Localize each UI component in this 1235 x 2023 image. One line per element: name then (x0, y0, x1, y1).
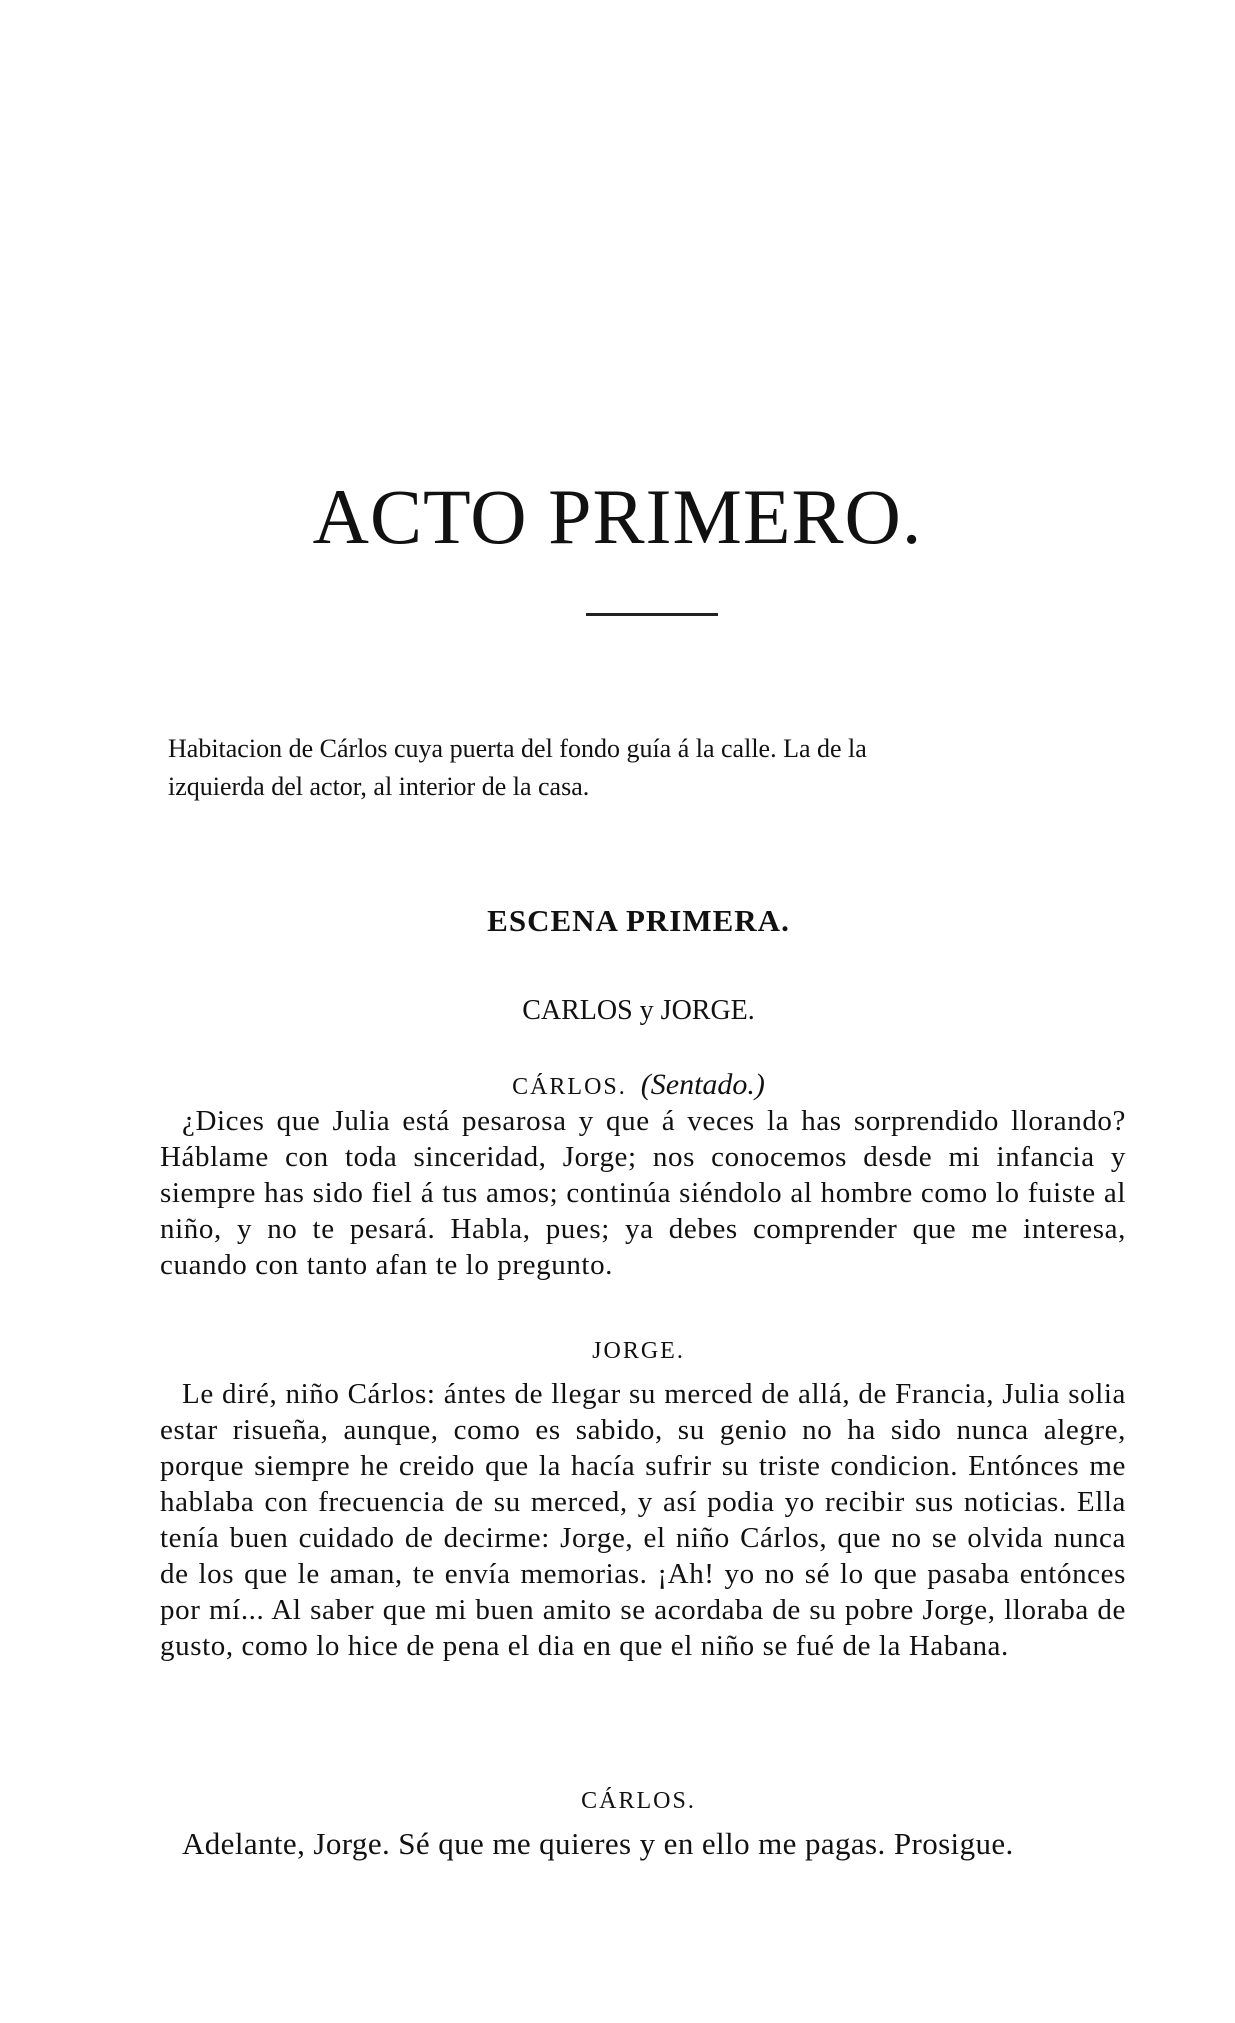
speaker-name: CÁRLOS. (512, 1074, 627, 1100)
speaker-carlos-2 (0, 1788, 1235, 1815)
scene-title: ESCENA PRIMERA. (487, 903, 790, 938)
stage-direction: (Sentado.) (640, 1068, 765, 1101)
speech-carlos-1 (160, 1103, 1126, 1283)
speaker-jorge (0, 1338, 1235, 1365)
speaker-name: JORGE. (592, 1338, 685, 1364)
setting-line-2: izquierda del actor, al interior de la casa. (168, 772, 590, 801)
setting-line-1: Habitacion de Cárlos cuya puerta del fondo guía á la calle. La de la (168, 734, 867, 763)
speech-text: Adelante, Jorge. Sé que me quieres y en ello me pagas. Prosigue. (182, 1826, 1014, 1861)
title-rule (586, 613, 718, 616)
scene-characters: CARLOS y JORGE. (522, 995, 755, 1026)
speaker-name: CÁRLOS. (581, 1788, 696, 1814)
speech-jorge (160, 1376, 1126, 1664)
speech-carlos-2 (160, 1823, 1126, 1865)
speech-text: ¿Dices que Julia está pesarosa y que á veces la has sorprendido llorando? Háblame con toda sinceridad, Jorge; nos conocemos desde mi infancia y siempre has sido fiel á tus amos; continúa siéndolo al hombre como lo fuiste al niño, y no te pesará. Habla, pues; ya debes comprender que me interesa, cuando con tanto afan te lo pregunto. (160, 1105, 1126, 1281)
setting-description (168, 730, 1134, 806)
speaker-carlos-1 (0, 1068, 1235, 1102)
act-title: ACTO PRIMERO. (312, 473, 923, 560)
speech-text: Le diré, niño Cárlos: ántes de llegar su merced de allá, de Francia, Julia solia estar risueña, aunque, como es sabido, su genio no ha sido nunca alegre, porque siempre he creido que la hacía sufrir su triste condicion. Entónces me hablaba con frecuencia de su merced, y así podia yo recibir sus noticias. Ella tenía buen cuidado de decirme: Jorge, el niño Cárlos, que no se olvida nunca de los que le aman, te envía memorias. ¡Ah! yo no sé lo que pasaba entónces por mí... Al saber que mi buen amito se acordaba de su pobre Jorge, lloraba de gusto, como lo hice de pena el dia en que el niño se fué de la Habana. (160, 1378, 1126, 1662)
